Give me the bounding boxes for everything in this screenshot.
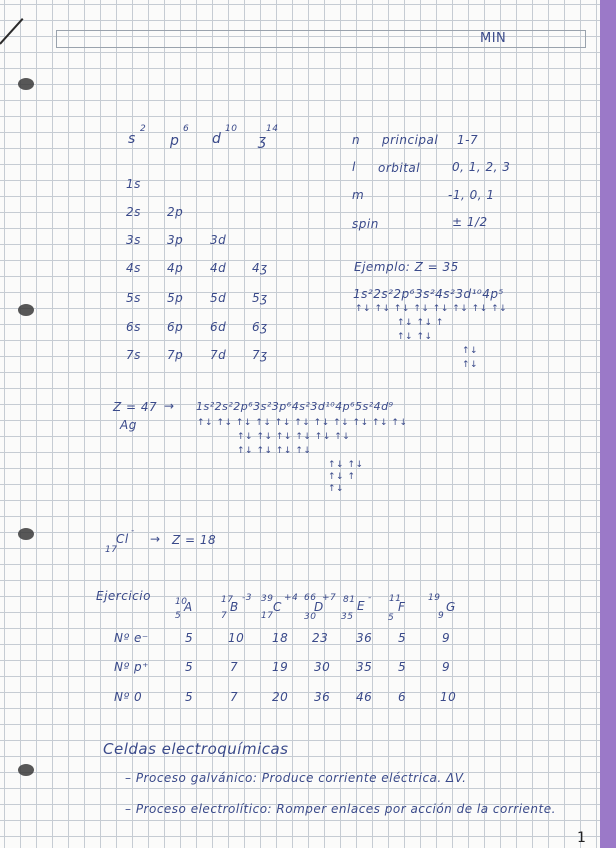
quantum-value: -1, 0, 1 [448,188,495,202]
header-box [56,30,586,48]
row-label: Nº e⁻ [114,631,149,645]
element-symbol: F [398,600,406,614]
row-value: 9 [442,660,451,674]
row-value: 5 [185,690,194,704]
cl-charge: - [131,526,135,536]
exercise-label: Ejercicio [96,589,151,603]
orbital-cell: 6ʒ [252,320,268,334]
ag-arrows: ↑↓ [328,484,345,494]
orbital-cell: 7ʒ [252,348,268,362]
page-number: 1 [577,830,587,846]
row-value: 36 [314,690,331,704]
element-charge: - [368,593,372,603]
orbital-cell: 5s [126,291,141,305]
element-mass: 10 [175,597,188,607]
binder-edge [600,0,616,848]
orbital-sup-f: 14 [266,124,279,134]
element-symbol: D [314,600,324,614]
quantum-symbol: m [352,188,365,202]
row-value: 5 [185,660,194,674]
punch-hole [18,78,34,90]
row-value: 7 [230,690,239,704]
row-label: Nº p⁺ [114,660,149,674]
element-charge: +4 [284,593,299,603]
row-value: 6 [398,690,407,704]
row-value: 10 [440,690,457,704]
element-atomic: 5 [175,611,182,621]
orbital-cell: 1s [126,177,141,191]
quantum-name: principal [382,133,439,147]
orbital-head-f: ʒ [258,133,267,149]
orbital-sup-d: 10 [225,124,238,134]
row-label: Nº 0 [114,690,143,704]
row-value: 19 [272,660,289,674]
orbital-cell: 5ʒ [252,291,268,305]
punch-hole [18,528,34,540]
orbital-cell: 4ʒ [252,261,268,275]
element-atomic: 17 [261,611,274,621]
orbital-cell: 3s [126,233,141,247]
element-symbol: C [273,600,282,614]
element-atomic: 5 [388,613,395,623]
ag-arrows: ↑↓ ↑↓ ↑↓ ↑↓ ↑↓ ↑↓ [237,432,351,442]
row-value: 7 [230,660,239,674]
row-value: 9 [442,631,451,645]
element-charge: -3 [242,593,252,603]
orbital-head-p: p [170,133,180,149]
orbital-cell: 4p [167,261,184,275]
note-line: – Proceso galvánico: Produce corriente eléctrica. ΔV. [125,771,467,785]
quantum-value: 1-7 [457,133,479,147]
row-value: 5 [398,631,407,645]
quantum-value: 0, 1, 2, 3 [452,160,511,174]
cl-nuclear-number: 17 [105,545,118,555]
orbital-cell: 2p [167,205,184,219]
punch-hole [18,304,34,316]
orbital-cell: 6p [167,320,184,334]
row-value: 46 [356,690,373,704]
row-value: 36 [356,631,373,645]
orbital-cell: 5d [210,291,227,305]
element-mass: 19 [428,593,441,603]
ag-arrows: ↑↓ ↑↓ ↑↓ ↑↓ ↑↓ ↑↓ ↑↓ ↑↓ ↑↓ ↑↓ ↑↓ [197,418,408,428]
ag-symbol: Ag [120,418,137,432]
cl-symbol: Cl [116,532,129,546]
example-arrows: ↑↓ ↑↓ [397,332,433,342]
element-symbol: G [446,600,456,614]
quantum-symbol: l [352,160,356,174]
element-mass: 39 [261,594,274,604]
note-line: – Proceso electrolítico: Romper enlaces por acción de la corriente. [125,802,556,816]
ag-arrows: ↑↓ ↑ [328,472,356,482]
element-charge: +7 [322,593,337,603]
example-arrows: ↑↓ ↑↓ ↑↓ ↑↓ ↑↓ ↑↓ ↑↓ ↑↓ [355,304,508,314]
ag-config: 1s²2s²2p⁶3s²3p⁶4s²3d¹⁰4p⁶5s²4d⁹ [196,400,394,413]
example-arrows: ↑↓ [462,346,479,356]
row-value: 20 [272,690,289,704]
example-arrows: ↑↓ [462,360,479,370]
orbital-cell: 6d [210,320,227,334]
example-label: Ejemplo: Z = 35 [354,260,459,274]
row-value: 5 [185,631,194,645]
orbital-cell: 5p [167,291,184,305]
orbital-sup-p: 6 [183,124,190,134]
row-value: 18 [272,631,289,645]
section-title: Celdas electroquímicas [103,740,289,758]
quantum-value: ± 1/2 [452,215,488,229]
orbital-cell: 3d [210,233,227,247]
quantum-name: orbital [378,161,421,175]
element-mass: 17 [221,595,234,605]
arrow-icon: → [150,532,161,546]
row-value: 30 [314,660,331,674]
orbital-cell: 2s [126,205,141,219]
quantum-symbol: n [352,133,361,147]
punch-hole [18,764,34,776]
ag-arrows: ↑↓ ↑↓ [328,460,364,470]
element-mass: 81 [343,595,356,605]
orbital-sup-s: 2 [140,124,147,134]
row-value: 5 [398,660,407,674]
ag-arrows: ↑↓ ↑↓ ↑↓ ↑↓ [237,446,312,456]
element-atomic: 35 [341,612,354,622]
element-atomic: 30 [304,612,317,622]
row-value: 35 [356,660,373,674]
cl-z: Z = 18 [172,533,217,547]
ag-z: Z = 47 [113,400,158,414]
orbital-head-s: s [128,131,136,147]
element-atomic: 7 [221,611,228,621]
orbital-head-d: d [212,131,222,147]
orbital-cell: 4s [126,261,141,275]
element-mass: 11 [389,594,402,604]
element-symbol: E [357,599,366,613]
row-value: 10 [228,631,245,645]
orbital-cell: 4d [210,261,227,275]
quantum-name: spin [352,217,379,231]
orbital-cell: 7p [167,348,184,362]
orbital-cell: 6s [126,320,141,334]
example-config: 1s²2s²2p⁶3s²4s²3d¹⁰4p⁵ [353,287,504,301]
element-atomic: 9 [438,611,445,621]
orbital-cell: 7d [210,348,227,362]
element-symbol: A [184,600,193,614]
row-value: 23 [312,631,329,645]
element-symbol: B [230,600,239,614]
example-arrows: ↑↓ ↑↓ ↑ [397,318,444,328]
orbital-cell: 7s [126,348,141,362]
arrow-icon: → [164,399,175,413]
header-label: MIN [480,31,507,46]
element-mass: 66 [304,593,317,603]
orbital-cell: 3p [167,233,184,247]
